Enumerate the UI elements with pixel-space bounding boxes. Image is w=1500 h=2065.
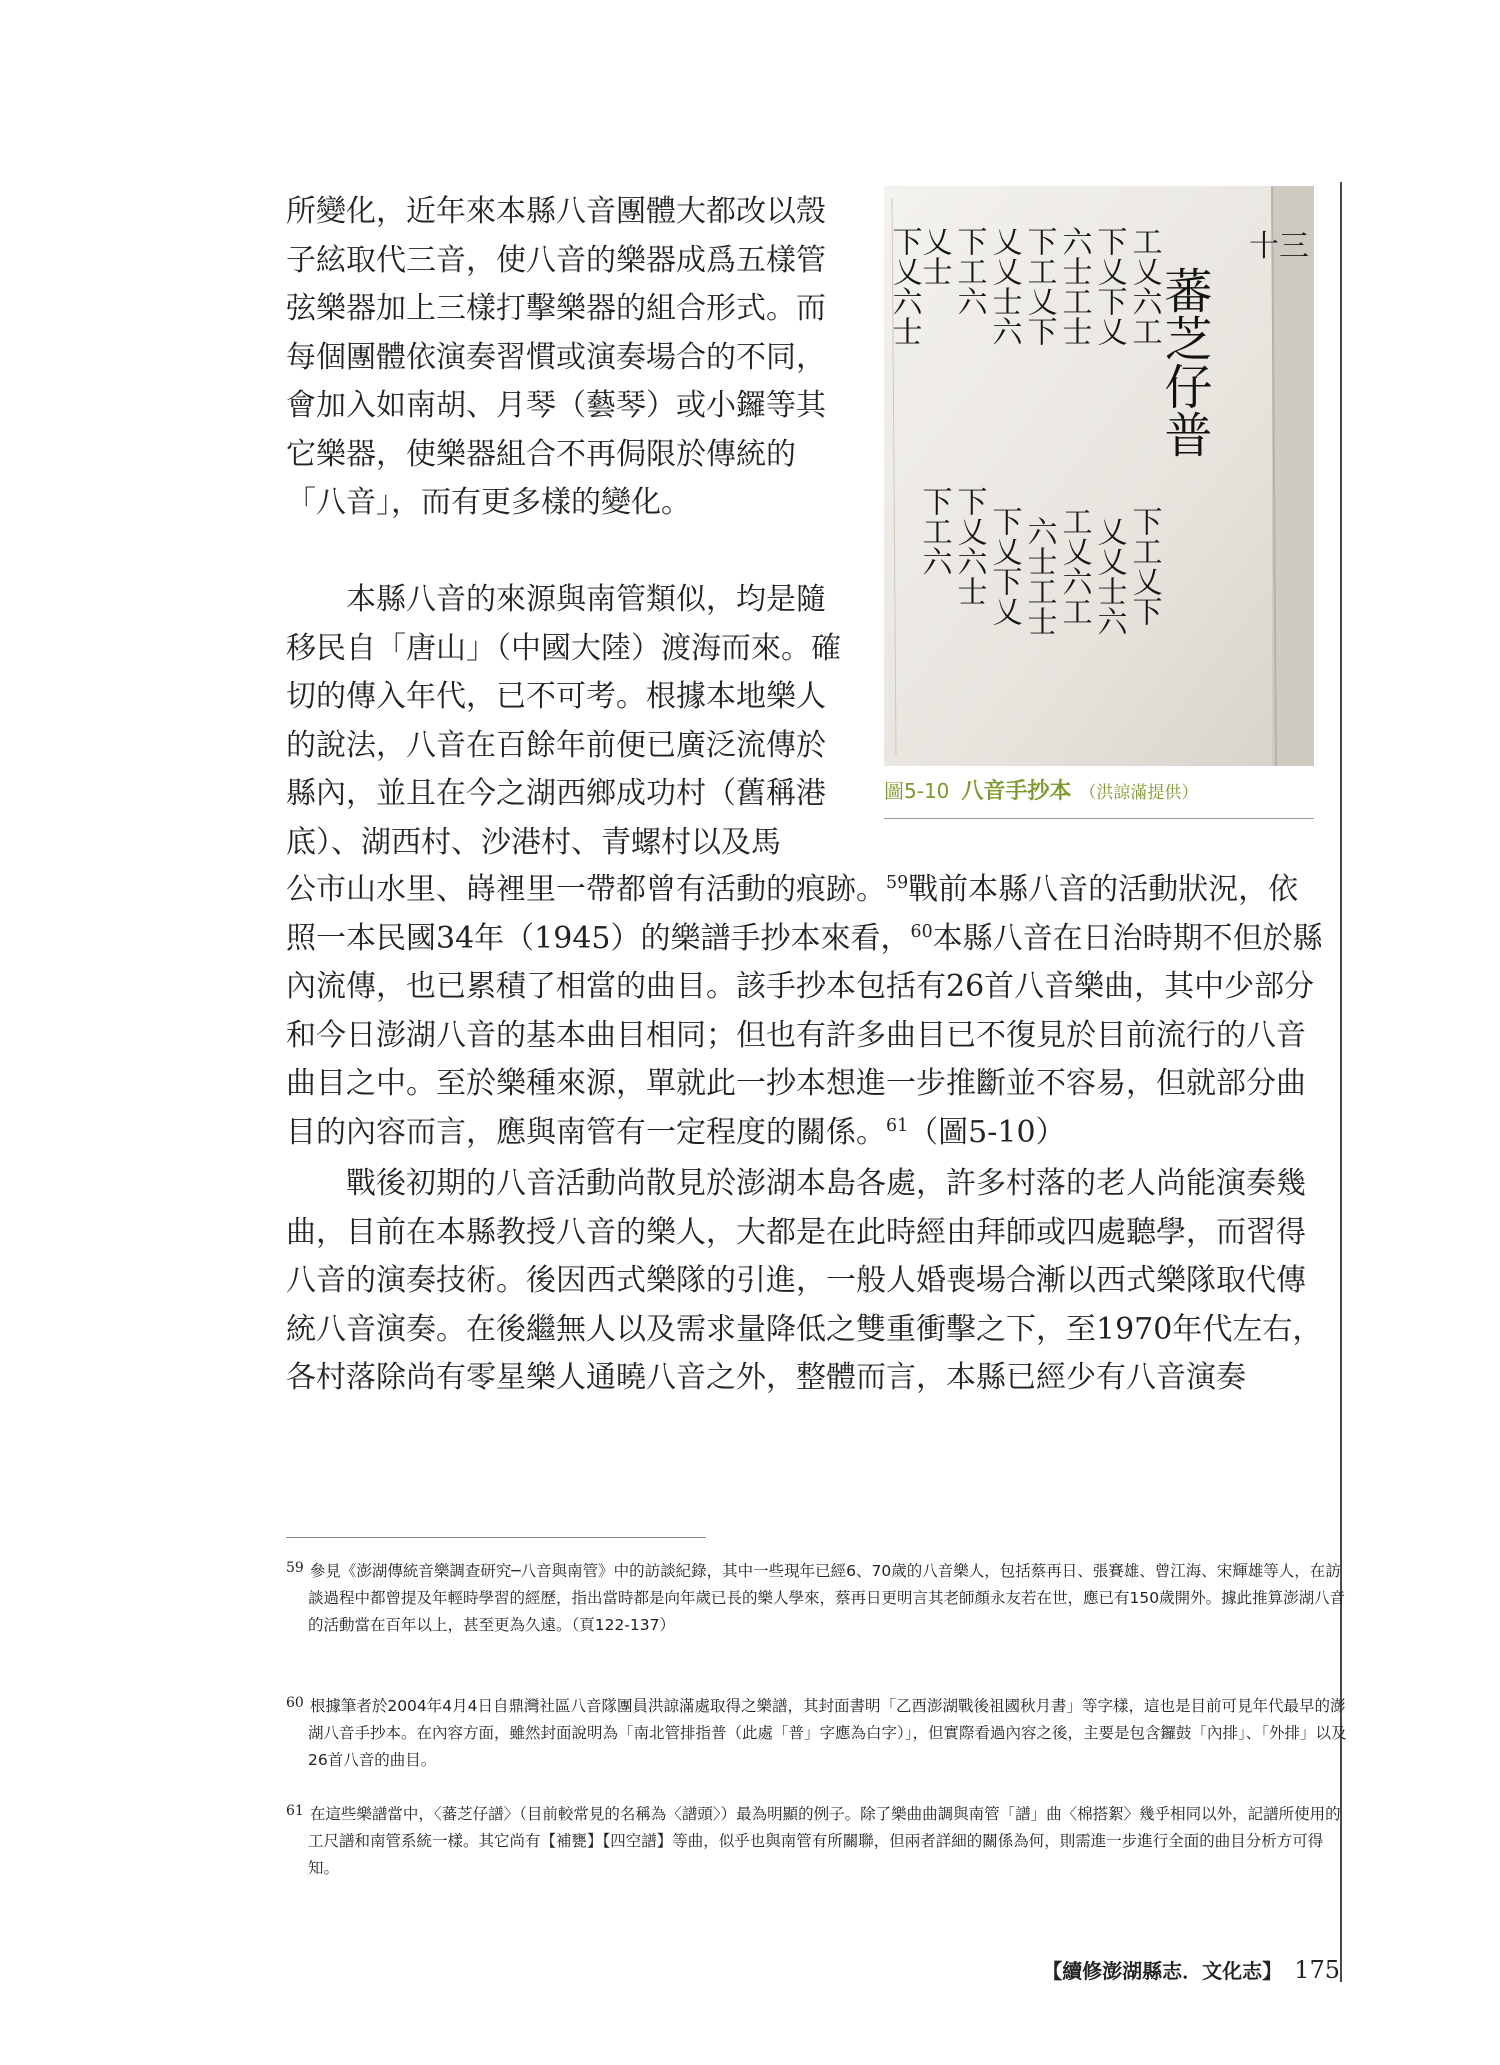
manuscript-column: 乂士 xyxy=(916,226,952,286)
figure-credit: （洪諒滿提供） xyxy=(1079,783,1199,803)
manuscript-column: 乂乂士六 xyxy=(986,226,1022,346)
footnote-text: 根據筆者於2004年4月4日自鼎灣社區八音隊團員洪諒滿處取得之樂譜，其封面書明「乙酉澎湖戰後祖國秋月書」等字樣，這也是目前可見年代最早的澎湖八音手抄本。在內容方面，雖然封面說明為「南北管排指普（此處「普」字應為白字）」，但實際看過內容之後，主要是包含鑼鼓「內排」、「外排」以及26首八音的曲目。 xyxy=(308,1697,1347,1769)
manuscript-column: 六士工士 xyxy=(1056,226,1092,346)
manuscript-column: 下工乂下 xyxy=(1126,506,1162,626)
manuscript-column: 下工乂下 xyxy=(1021,226,1057,346)
body-paragraph-1: 所變化，近年來本縣八音團體大都改以殼子絃取代三音，使八音的樂器成爲五樣管弦樂器加上三樣打擊樂器的組合形式。而每個團體依演奏習慣或演奏場合的不同，會加入如南胡、月琴（藝琴）或小鑼等其它樂器，使樂器組合不再侷限於傳統的「八音」，而有更多樣的變化。 xyxy=(286,194,826,520)
figure-rule xyxy=(884,818,1314,819)
manuscript-column: 工乂六工 xyxy=(1126,226,1162,346)
manuscript-column: 下乂下乂 xyxy=(986,506,1022,626)
footnote-61 xyxy=(286,1798,1348,1882)
manuscript-column: 六士工士 xyxy=(1021,516,1057,636)
text-run: 戰前本縣八音的活動狀況，依照一本民國34年（1945）的樂譜手抄本來看， xyxy=(286,872,1299,956)
manuscript-image xyxy=(884,186,1314,766)
text-run: 本縣八音在日治時期不但於縣內流傳，也已累積了相當的曲目。該手抄本包括有26首八音樂曲，其中少部分和今日澎湖八音的基本曲目相同；但也有許多曲目已不復見於目前流行的八音曲目之中。至於樂種來源，單就此一抄本想進一步推斷並不容易，但就部分曲目的內容而言，應與南管有一定程度的關係。 xyxy=(286,920,1323,1150)
manuscript-title: 蕃芝仔普 xyxy=(1156,266,1212,458)
footnote-ref-59[interactable]: 59 xyxy=(886,873,909,893)
manuscript-column: 下乂六士 xyxy=(886,226,922,346)
figure-number: 圖5-10 xyxy=(884,779,950,803)
footnote-text: 參見《澎湖傳統音樂調查研究─八音與南管》中的訪談紀錄，其中一些現年已經6、70歲的八音樂人，包括蔡再日、張賽雄、曾江海、宋輝雄等人，在訪談過程中都曾提及年輕時學習的經歷，指出當時都是向年歲已長的樂人學來，蔡再日更明言其老師顏永友若在世，應已有150歲開外。據此推算澎湖八音的活動當在百年以上，甚至更為久遠。（頁122-137） xyxy=(308,1562,1346,1634)
footnote-ref-60[interactable]: 60 xyxy=(910,921,933,942)
page-number: 175 xyxy=(1294,1956,1340,1984)
figure-reference: （圖5-10） xyxy=(908,1114,1066,1150)
text-run: 公市山水里、嵵裡里一帶都曾有活動的痕跡。 xyxy=(286,872,886,907)
footnote-number: 60 xyxy=(286,1695,304,1711)
footnote-60 xyxy=(286,1690,1348,1774)
figure-5-10 xyxy=(884,186,1314,826)
manuscript-column: 下工六 xyxy=(916,486,952,576)
footnote-number: 59 xyxy=(286,1560,304,1576)
manuscript-column: 下乂六士 xyxy=(951,486,987,606)
running-title: 【續修澎湖縣志．文化志】 xyxy=(1042,1959,1283,1983)
figure-title: 八音手抄本 xyxy=(961,779,1072,804)
body-paragraph-2: 本縣八音的來源與南管類似，均是隨移民自「唐山」（中國大陸）渡海而來。確切的傳入年代，已不可考。根據本地樂人的說法，八音在百餘年前便已廣泛流傳於縣內，並且在今之湖西鄉成功村（舊稱港底）、湖西村、沙港村、青螺村以及馬 xyxy=(286,582,841,860)
footnote-separator xyxy=(286,1537,706,1538)
footnote-text: 在這些樂譜當中，〈蕃芝仔譜〉（目前較常見的名稱為〈譜頭〉）最為明顯的例子。除了樂曲曲調與南管「譜」曲〈棉搭絮〉幾乎相同以外，記譜所使用的工尺譜和南管系統一樣。其它尚有【補甕】【四空譜】等曲，似乎也與南管有所關聯，但兩者詳細的關係為何，則需進一步進行全面的曲目分析方可得知。 xyxy=(308,1805,1341,1877)
footnote-number: 61 xyxy=(286,1803,304,1819)
manuscript-photo xyxy=(884,186,1314,766)
footnote-59 xyxy=(286,1555,1348,1639)
body-paragraph-3: 戰後初期的八音活動尚散見於澎湖本島各處，許多村落的老人尚能演奏幾曲，目前在本縣教授八音的樂人，大都是在此時經由拜師或四處聽學，而習得八音的演奏技術。後因西式樂隊的引進，一般人婚喪場合漸以西式樂隊取代傳統八音演奏。在後繼無人以及需求量降低之雙重衝擊之下，至1970年代左右，各村落除尚有零星樂人通曉八音之外，整體而言，本縣已經少有八音演奏 xyxy=(286,1166,1323,1395)
manuscript-column: 下工六 xyxy=(951,226,987,316)
manuscript-column: 乂乂士六 xyxy=(1091,516,1127,636)
manuscript-top-mark: 十三 xyxy=(1249,229,1309,264)
manuscript-column: 下乂下乂 xyxy=(1091,226,1127,346)
body-paragraph-2-continued xyxy=(286,866,1326,1157)
footnote-ref-61[interactable]: 61 xyxy=(886,1115,909,1136)
figure-caption xyxy=(884,774,1314,810)
page-footer xyxy=(1042,1955,1340,1984)
manuscript-column: 工乂六工 xyxy=(1056,506,1092,626)
